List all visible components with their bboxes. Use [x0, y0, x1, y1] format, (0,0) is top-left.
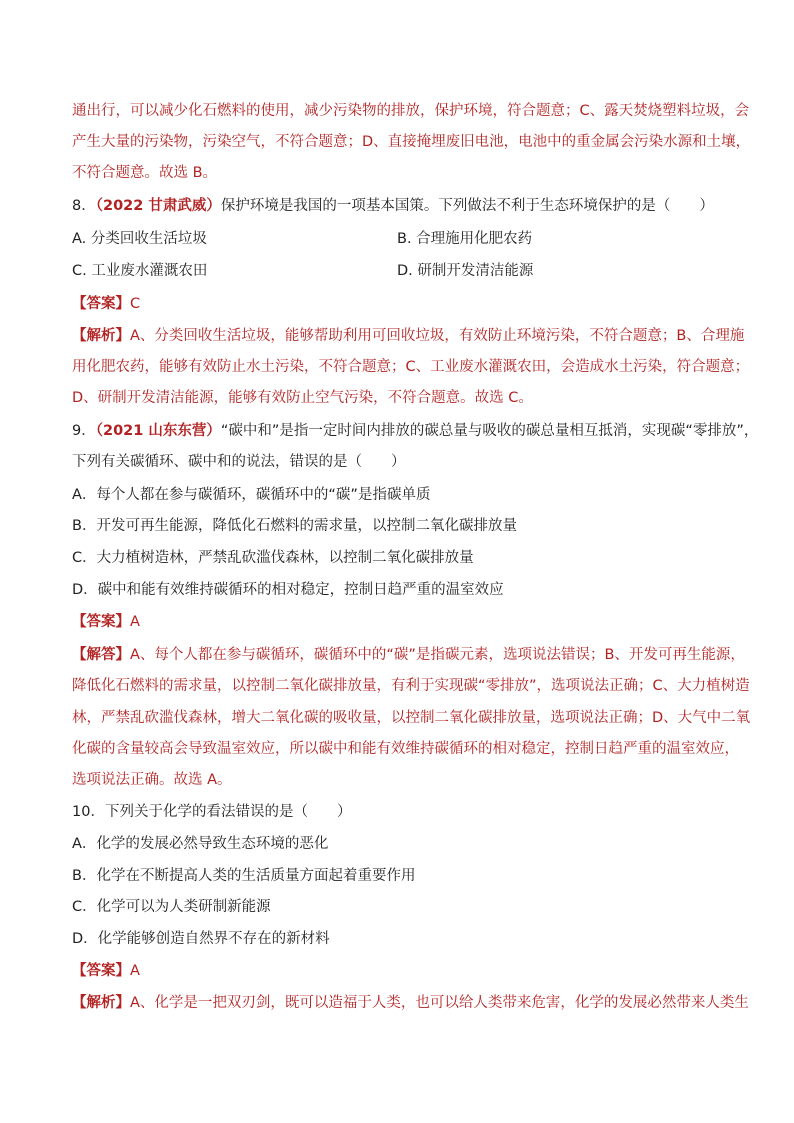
q10-analysis-tag: 【解析】 [72, 995, 130, 1011]
q8-analysis-line-2: 用化肥农药，能够有效防止水土污染，不符合题意；C、工业废水灌溉农田，会造成水土污染，符合题意； [72, 359, 750, 375]
intro-line-1: 通出行，可以减少化石燃料的使用，减少污染物的排放，保护环境，符合题意；C、露天焚烧塑料垃圾，会 [72, 103, 750, 119]
intro-line-3: 不符合题意。故选 B。 [72, 165, 218, 181]
q9-source: （2021 山东东营） [95, 423, 221, 439]
q9-analysis-tag: 【解答】 [72, 647, 130, 663]
q10-stem: 下列关于化学的看法错误的是（ ） [104, 804, 352, 820]
q8-option-c: C. 工业废水灌溉农田 [72, 263, 208, 279]
q9-answer-value: A [130, 614, 140, 630]
q8-source: （2022 甘肃武威） [95, 198, 221, 214]
q9-option-a: A．每个人都在参与碳循环，碳循环中的“碳”是指碳单质 [72, 487, 431, 503]
q8-answer [72, 294, 140, 314]
q10-option-b: B．化学在不断提高人类的生活质量方面起着重要作用 [72, 868, 416, 884]
q9-analysis-line-3: 林，严禁乱砍滥伐森林，增大二氧化碳的吸收量，以控制二氧化碳排放量，选项说法正确；D、大气中二氧 [72, 710, 751, 726]
q10-option-d: D．化学能够创造自然界不存在的新材料 [72, 931, 330, 947]
q8-stem: 保护环境是我国的一项基本国策。下列做法不利于生态环境保护的是（ ） [220, 198, 714, 214]
q9-option-c: C．大力植树造林，严禁乱砍滥伐森林，以控制二氧化碳排放量 [72, 550, 474, 566]
q9-analysis-line-1 [72, 645, 745, 665]
q8-stem-line [72, 196, 714, 216]
q9-stem-1: “碳中和”是指一定时间内排放的碳总量与吸收的碳总量相互抵消，实现碳“零排放”， [220, 423, 759, 439]
q8-analysis-text-1: A、分类回收生活垃圾，能够帮助利用可回收垃圾，有效防止环境污染，不符合题意；B、合理施 [130, 328, 745, 344]
q10-analysis-line-1 [72, 993, 749, 1013]
q8-option-a: A. 分类回收生活垃圾 [72, 231, 207, 247]
q10-stem-line [72, 802, 351, 822]
q9-analysis-line-4: 化碳的含量较高会导致温室效应，所以碳中和能有效维持碳循环的相对稳定，控制日趋严重的温室效应， [72, 741, 739, 757]
q9-answer [72, 612, 140, 632]
q9-analysis-line-2: 降低化石燃料的需求量，以控制二氧化碳排放量，有利于实现碳“零排放”，选项说法正确；C、大力植树造 [72, 678, 750, 694]
q10-answer-tag: 【答案】 [72, 963, 130, 979]
q9-stem-line-2: 下列有关碳循环、碳中和的说法，错误的是（ ） [72, 454, 406, 470]
q10-number: 10． [72, 804, 105, 820]
q9-number: 9． [72, 423, 96, 439]
q10-option-a: A．化学的发展必然导致生态环境的恶化 [72, 836, 329, 852]
q9-option-b: B．开发可再生能源，降低化石燃料的需求量，以控制二氧化碳排放量 [72, 518, 517, 534]
q8-answer-value: C [130, 296, 141, 312]
q8-analysis-line-3: D、研制开发清洁能源，能够有效防止空气污染，不符合题意。故选 C。 [72, 390, 533, 406]
q9-stem-line-1 [72, 421, 758, 441]
q8-analysis-line-1 [72, 326, 744, 346]
q8-option-d: D. 研制开发清洁能源 [397, 263, 534, 279]
q8-answer-tag: 【答案】 [72, 296, 130, 312]
q9-answer-tag: 【答案】 [72, 614, 130, 630]
q8-analysis-tag: 【解析】 [72, 328, 130, 344]
q10-option-c: C．化学可以为人类研制新能源 [72, 899, 271, 915]
q8-number: 8． [72, 198, 96, 214]
q8-option-b: B. 合理施用化肥农药 [397, 231, 533, 247]
q9-analysis-line-5: 选项说法正确。故选 A。 [72, 772, 232, 788]
q10-answer-value: A [130, 963, 140, 979]
q10-answer [72, 961, 140, 981]
intro-line-2: 产生大量的污染物，污染空气，不符合题意；D、直接掩埋废旧电池，电池中的重金属会污染水源和土壤， [72, 134, 751, 150]
q9-option-d: D．碳中和能有效维持碳循环的相对稳定，控制日趋严重的温室效应 [72, 582, 504, 598]
q9-analysis-text-1: A、每个人都在参与碳循环，碳循环中的“碳”是指碳元素，选项说法错误；B、开发可再生能源， [130, 647, 745, 663]
q10-analysis-text-1: A、化学是一把双刃剑，既可以造福于人类，也可以给人类带来危害，化学的发展必然带来人类生 [130, 995, 749, 1011]
